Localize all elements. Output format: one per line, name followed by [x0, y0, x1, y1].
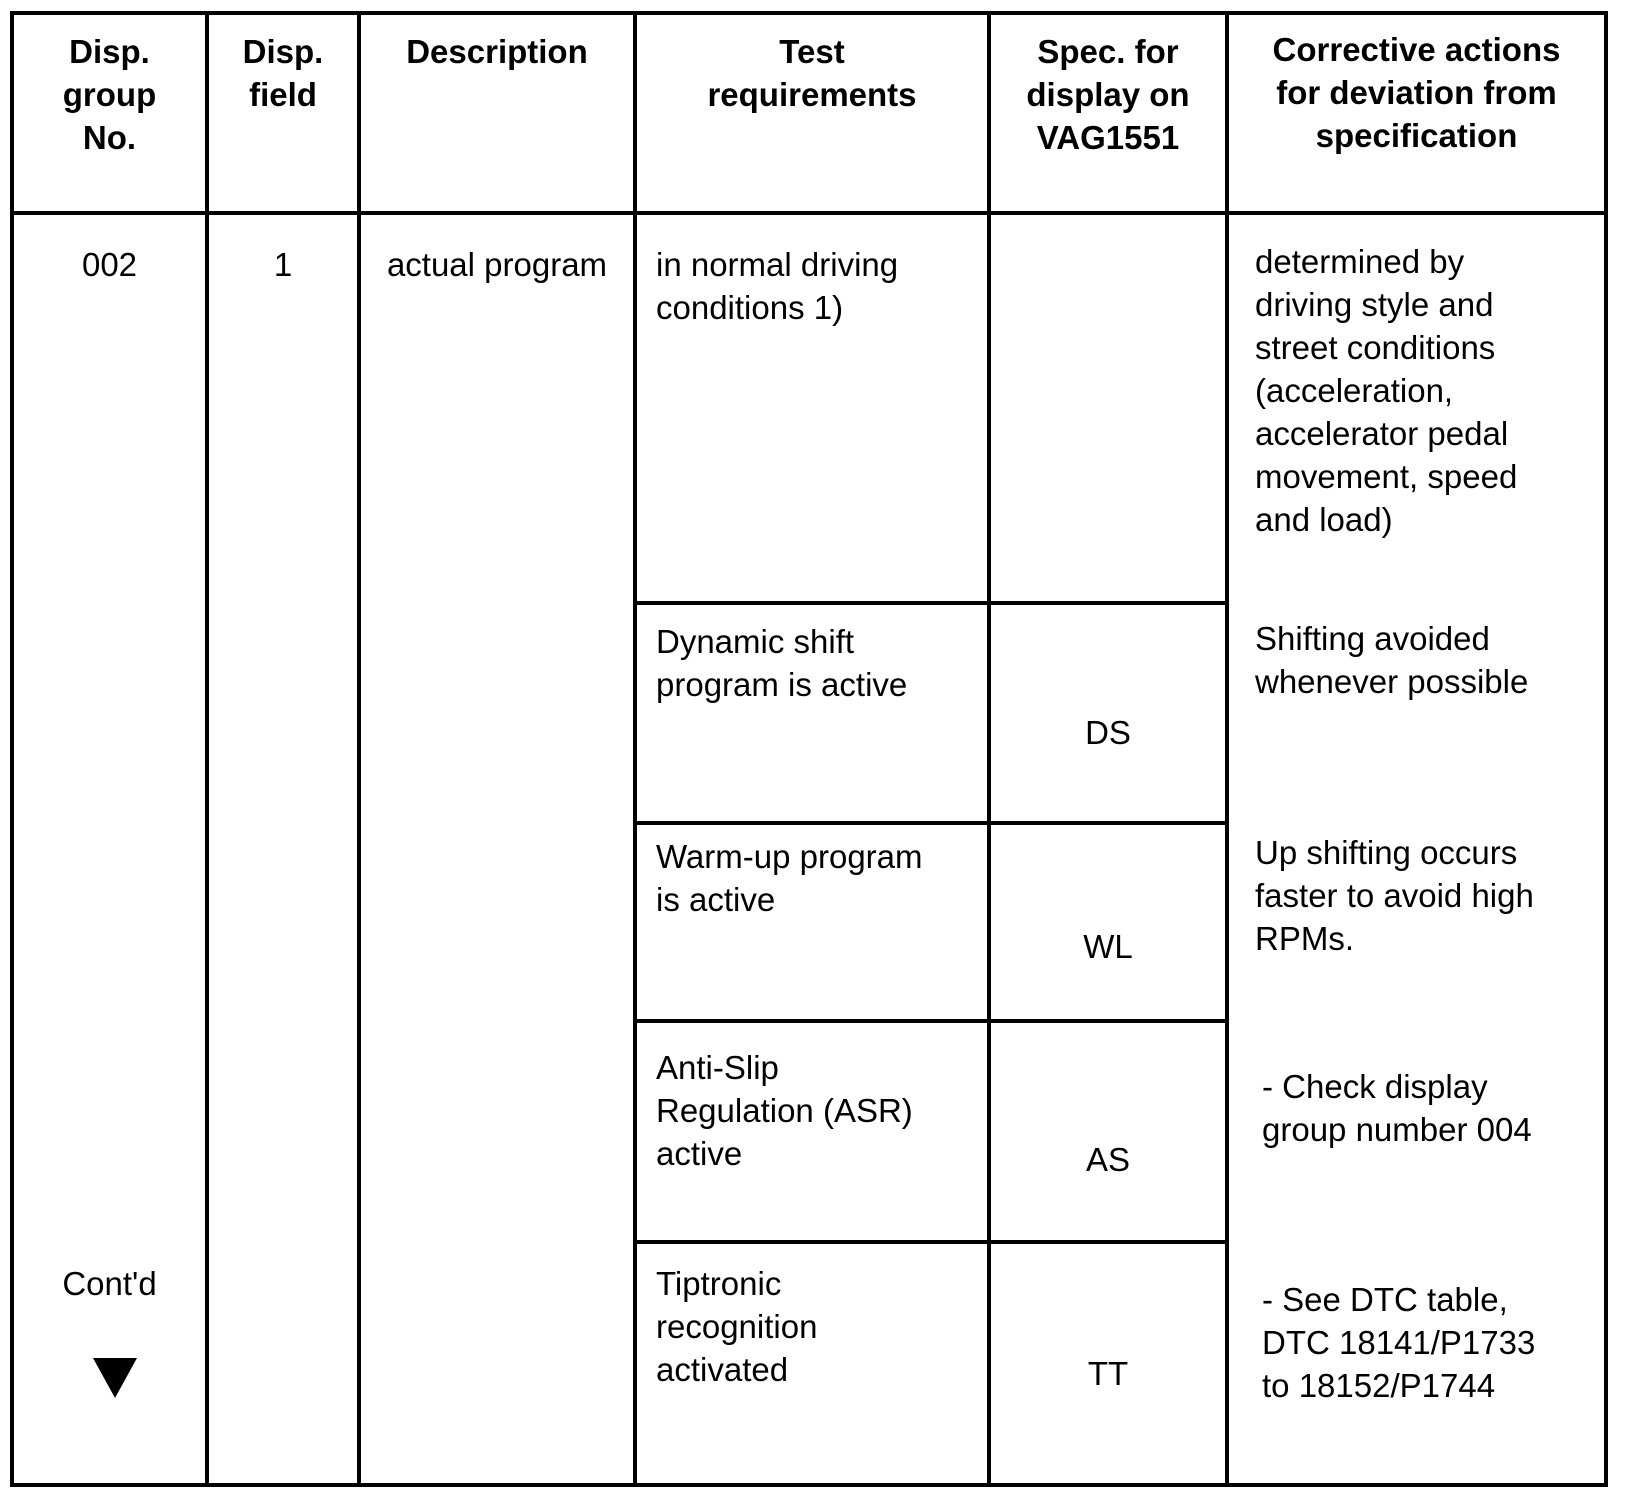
row-divider [637, 601, 1227, 605]
test-requirement: Dynamic shift program is active [656, 623, 908, 703]
continued-arrow-icon [93, 1358, 137, 1398]
header-test-requirements: Test requirements [707, 33, 917, 113]
header-description: Description [406, 33, 588, 70]
corrective-action: Up shifting occurs faster to avoid high RPMs. [1255, 834, 1534, 957]
test-requirement: Warm-up program is active [656, 838, 923, 918]
group-number: 002 [81, 246, 138, 283]
header-corrective-actions: Corrective actions for deviation from specification [1272, 31, 1561, 154]
description-text: actual program [386, 246, 608, 283]
corrective-action: determined by driving style and street conditions (acceleration, accelerator pedal movement, speed and load) [1255, 243, 1518, 538]
header-divider [10, 211, 1608, 215]
column-divider [357, 11, 361, 1487]
row-divider [637, 821, 1227, 825]
row-divider [637, 1019, 1227, 1023]
column-divider [633, 11, 637, 1487]
test-requirement: Anti-Slip Regulation (ASR) active [656, 1049, 913, 1172]
header-spec: Spec. for display on VAG1551 [1026, 33, 1190, 156]
corrective-action: - Check display group number 004 [1262, 1068, 1532, 1148]
column-divider [205, 11, 209, 1487]
spec-value: WL [1083, 928, 1133, 965]
column-divider [1225, 11, 1229, 1487]
field-number: 1 [273, 246, 293, 283]
test-requirement: Tiptronic recognition activated [656, 1265, 818, 1388]
test-requirement: in normal driving conditions 1) [656, 246, 899, 326]
continued-label: Cont'd [62, 1265, 157, 1302]
corrective-action: Shifting avoided whenever possible [1255, 620, 1529, 700]
corrective-action: - See DTC table, DTC 18141/P1733 to 18152/P1744 [1262, 1281, 1536, 1404]
spec-value: AS [1085, 1141, 1131, 1178]
row-divider [637, 1240, 1227, 1244]
header-group-no: Disp. group No. [62, 33, 157, 156]
spec-value: TT [1087, 1355, 1129, 1392]
header-field: Disp. field [242, 33, 324, 113]
spec-value: DS [1085, 714, 1131, 751]
